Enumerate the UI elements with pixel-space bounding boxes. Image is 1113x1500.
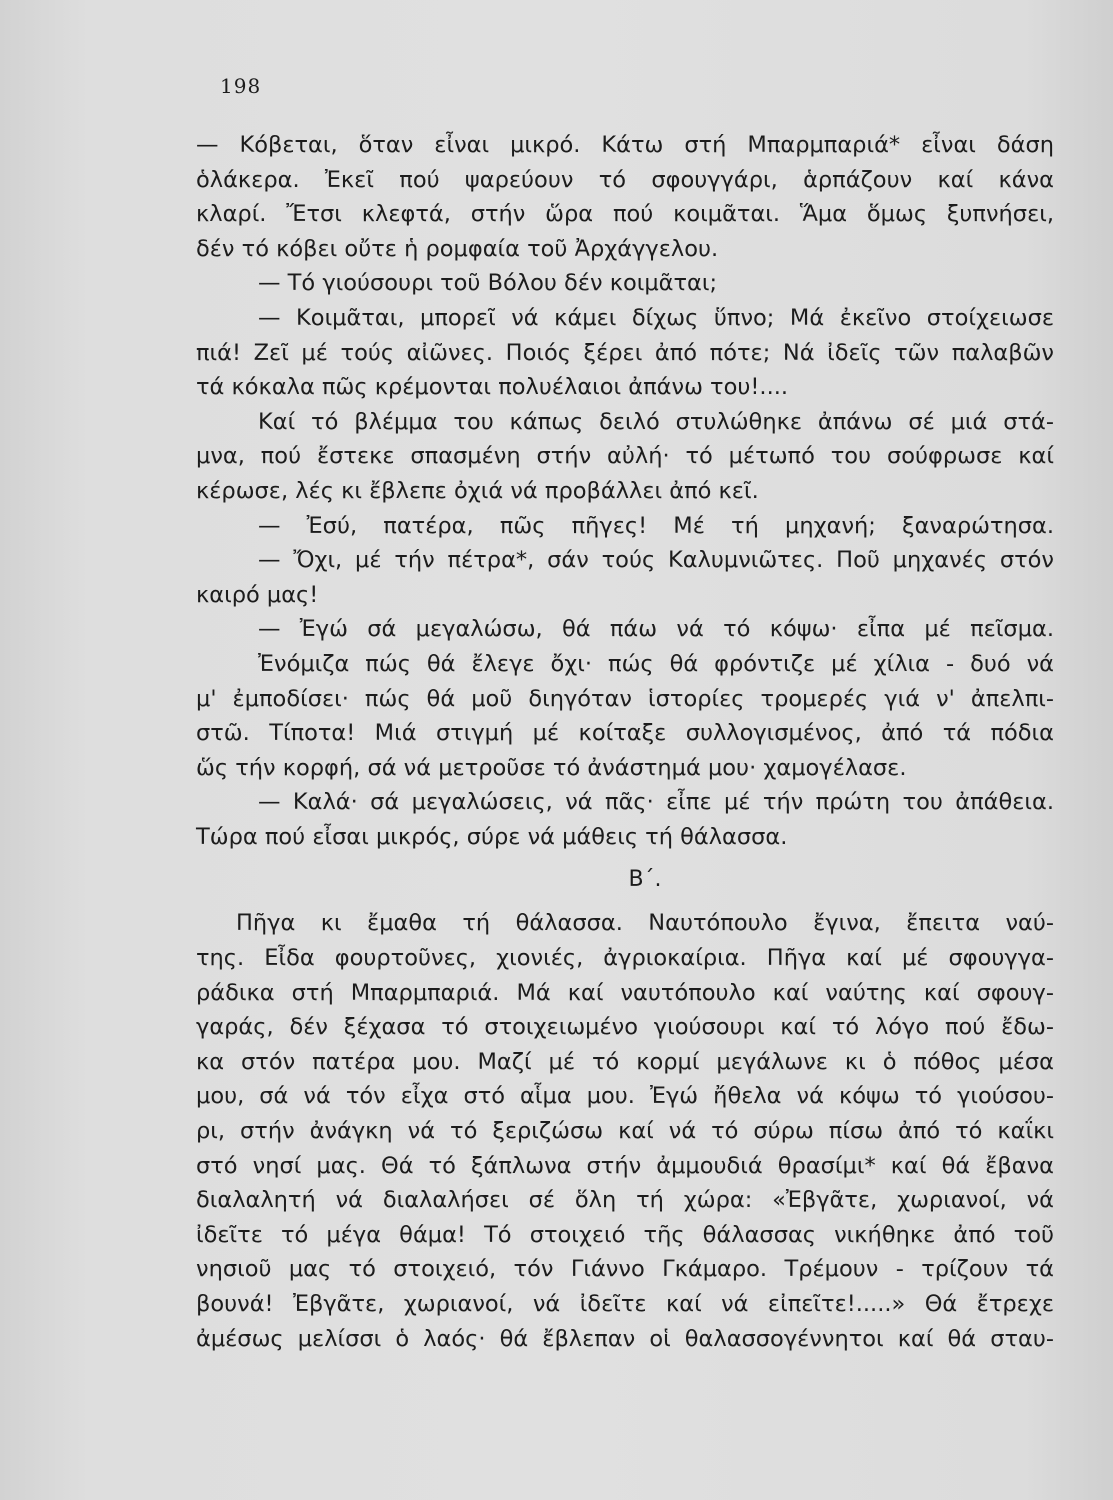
- text-line: Ἐνόμιζα πώς θά ἔλεγε ὄχι· πώς θά φρόντιζε μέ χίλια - δυό νά: [258, 650, 1054, 677]
- text-line: Καί τό βλέμμα του κάπως δειλό στυλώθηκε ἀπάνω σέ μιά στά-: [258, 408, 1054, 435]
- text-line: κα στόν πατέρα μου. Μαζί μέ τό κορμί μεγάλωνε κι ὁ πόθος μέσα: [196, 1048, 1054, 1075]
- text-line: — Ὄχι, μέ τήν πέτρα*, σάν τούς Καλυμνιῶτες. Ποῦ μηχανές στόν: [258, 547, 1054, 574]
- text-line: ἀμέσως μελίσσι ὁ λαός· θά ἔβλεπαν οἱ θαλασσογέννητοι καί θά σταυ-: [196, 1325, 1054, 1352]
- text-line: κέρωσε, λές κι ἔβλεπε ὀχιά νά προβάλλει ἀπό κεῖ.: [196, 477, 759, 504]
- text-line: — Ἐσύ, πατέρα, πῶς πῆγες! Μέ τή μηχανή; ξαναρώτησα.: [258, 512, 1054, 539]
- text-line: πιά! Ζεῖ μέ τούς αἰῶνες. Ποιός ξέρει ἀπό πότε; Νά ἰδεῖς τῶν παλαβῶν: [196, 339, 1054, 366]
- text-line: καιρό μας!: [196, 581, 319, 608]
- text-line: μου, σά νά τόν εἶχα στό αἷμα μου. Ἐγώ ἤθελα νά κόψω τό γιούσου-: [196, 1083, 1054, 1110]
- section-heading: Β΄.: [628, 867, 662, 893]
- body-text: [196, 128, 1054, 1356]
- text-line: — Τό γιούσουρι τοῦ Βόλου δέν κοιμᾶται;: [258, 270, 718, 297]
- text-line: νησιοῦ μας τό στοιχειό, τόν Γιάννο Γκάμαρο. Τρέμουν - τρίζουν τά: [196, 1256, 1054, 1283]
- text-line: κλαρί. Ἔτσι κλεφτά, στήν ὥρα πού κοιμᾶται. Ἅμα ὅμως ξυπνήσει,: [196, 201, 1054, 228]
- text-line: ἰδεῖτε τό μέγα θάμα! Τό στοιχειό τῆς θάλασσας νικήθηκε ἀπό τοῦ: [196, 1221, 1054, 1248]
- text-line: μ' ἐμποδίσει· πώς θά μοῦ διηγόταν ἱστορίες τρομερές γιά ν' ἀπελπι-: [196, 685, 1054, 712]
- text-line: στό νησί μας. Θά τό ξάπλωνα στήν ἀμμουδιά θρασίμι* καί θά ἔβανα: [196, 1152, 1054, 1179]
- text-line: γαράς, δέν ξέχασα τό στοιχειωμένο γιούσουρι καί τό λόγο πού ἔδω-: [196, 1014, 1054, 1041]
- text-line: — Κοιμᾶται, μπορεῖ νά κάμει δίχως ὕπνο; Μά ἐκεῖνο στοίχειωσε: [258, 304, 1054, 331]
- text-line: ὥς τήν κορφή, σά νά μετροῦσε τό ἀνάστημά μου· χαμογέλασε.: [196, 754, 907, 781]
- text-line: δέν τό κόβει οὔτε ἡ ρομφαία τοῦ Ἀρχάγγελου.: [196, 235, 719, 262]
- text-line: Πῆγα κι ἔμαθα τή θάλασσα. Ναυτόπουλο ἔγινα, ἔπειτα ναύ-: [236, 910, 1054, 937]
- page-number: 198: [220, 74, 262, 98]
- text-line: μνα, πού ἔστεκε σπασμένη στήν αὐλή· τό μέτωπό του σούφρωσε καί: [196, 443, 1054, 470]
- text-line: ρι, στήν ἀνάγκη νά τό ξεριζώσω καί νά τό σύρω πίσω ἀπό τό καΐκι: [196, 1118, 1054, 1145]
- text-line: — Ἐγώ σά μεγαλώσω, θά πάω νά τό κόψω· εἶπα μέ πεῖσμα.: [258, 616, 1054, 643]
- text-line: στῶ. Τίποτα! Μιά στιγμή μέ κοίταξε συλλογισμένος, ἀπό τά πόδια: [196, 720, 1054, 747]
- text-line: βουνά! Ἐβγᾶτε, χωριανοί, νά ἰδεῖτε καί νά εἰπεῖτε!.....» Θά ἔτρεχε: [196, 1291, 1054, 1317]
- text-line: διαλαλητή νά διαλαλήσει σέ ὅλη τή χώρα: «Ἐβγᾶτε, χωριανοί, νά: [196, 1187, 1054, 1214]
- text-line: ὁλάκερα. Ἐκεῖ πού ψαρεύουν τό σφουγγάρι, ἁρπάζουν καί κάνα: [196, 166, 1054, 193]
- text-line: — Καλά· σά μεγαλώσεις, νά πᾶς· εἶπε μέ τήν πρώτη του ἀπάθεια.: [258, 789, 1054, 816]
- text-line: ράδικα στή Μπαρμπαριά. Μά καί ναυτόπουλο καί ναύτης καί σφουγ-: [196, 979, 1054, 1006]
- text-line: Τώρα πού εἶσαι μικρός, σύρε νά μάθεις τή θάλασσα.: [196, 823, 788, 850]
- text-line: της. Εἶδα φουρτοῦνες, χιονιές, ἀγριοκαίρια. Πῆγα καί μέ σφουγγα-: [196, 945, 1054, 972]
- text-line: τά κόκαλα πῶς κρέμονται πολυέλαιοι ἀπάνω του!....: [196, 374, 789, 401]
- text-line: — Κόβεται, ὅταν εἶναι μικρό. Κάτω στή Μπαρμπαριά* εἶναι δάση: [196, 132, 1054, 158]
